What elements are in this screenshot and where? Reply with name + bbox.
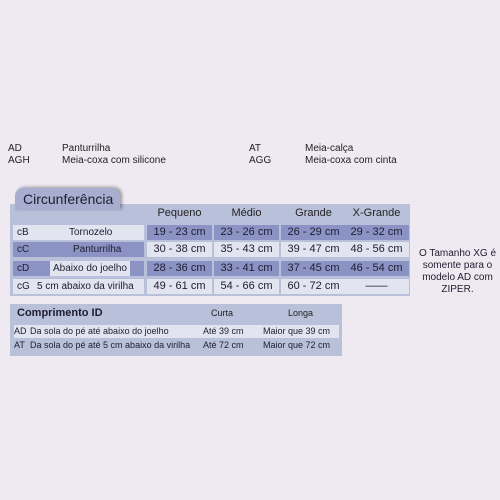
row-label-tornozelo <box>13 225 144 240</box>
length-desc: Da sola do pé até 5 cm abaixo da virilha <box>30 340 191 350</box>
cell-virilha-medio: 54 - 66 cm <box>214 279 279 294</box>
col-head-medio: Médio <box>231 207 262 219</box>
col-head-xgrande: X-Grande <box>352 207 401 219</box>
cell-tornozelo-xgrande: 29 - 32 cm <box>344 225 409 240</box>
length-short: Até 72 cm <box>203 340 244 350</box>
length-code: AT <box>14 340 25 350</box>
length-long: Maior que 72 cm <box>263 340 331 350</box>
cell-joelho-medio: 33 - 41 cm <box>214 261 279 276</box>
row-name: 5 cm abaixo da virilha <box>37 281 134 292</box>
row-name: Tornozelo <box>69 227 113 238</box>
length-long: Maior que 39 cm <box>263 326 331 336</box>
cell-panturrilha-medio: 35 - 43 cm <box>214 242 279 257</box>
cell-virilha-pequeno: 49 - 61 cm <box>147 279 212 294</box>
legend-code-ad: AD <box>8 143 22 154</box>
row-label-panturrilha <box>13 242 144 257</box>
legend-desc-agg: Meia-coxa com cinta <box>305 155 397 166</box>
legend-code-at: AT <box>249 143 262 154</box>
row-code: cG <box>17 281 30 292</box>
col-head-curta: Curta <box>211 308 234 318</box>
legend-code-agg: AGG <box>249 155 272 166</box>
cell-joelho-grande: 37 - 45 cm <box>281 261 346 276</box>
length-code: AD <box>14 326 27 336</box>
legend-desc-ad: Panturrilha <box>62 143 111 154</box>
row-code: cD <box>17 263 30 274</box>
row-code: cC <box>17 244 30 255</box>
cell-joelho-xgrande: 46 - 54 cm <box>344 261 409 276</box>
cell-virilha-xgrande: —— <box>344 279 409 294</box>
length-short: Até 39 cm <box>203 326 244 336</box>
col-head-pequeno: Pequeno <box>157 207 202 219</box>
row-name: Abaixo do joelho <box>50 261 130 276</box>
circumference-title: Circunferência <box>15 188 120 210</box>
cell-tornozelo-medio: 23 - 26 cm <box>214 225 279 240</box>
length-desc: Da sola do pé até abaixo do joelho <box>30 326 169 336</box>
cell-joelho-pequeno: 28 - 36 cm <box>147 261 212 276</box>
cell-tornozelo-pequeno: 19 - 23 cm <box>147 225 212 240</box>
row-name: Panturrilha <box>73 244 122 255</box>
col-head-longa: Longa <box>288 308 314 318</box>
legend-desc-at: Meia-calça <box>305 143 354 154</box>
length-row-ad <box>14 325 339 338</box>
row-label-virilha <box>13 279 144 294</box>
cell-virilha-grande: 60 - 72 cm <box>281 279 346 294</box>
length-title: Comprimento ID <box>17 307 103 319</box>
row-label-abaixo-joelho <box>13 261 144 276</box>
legend-desc-agh: Meia-coxa com silicone <box>62 155 166 166</box>
row-code: cB <box>17 227 29 238</box>
cell-panturrilha-grande: 39 - 47 cm <box>281 242 346 257</box>
xg-note: O Tamanho XG é somente para o modelo AD com ZIPER. <box>418 248 497 295</box>
cell-tornozelo-grande: 26 - 29 cm <box>281 225 346 240</box>
col-head-grande: Grande <box>295 207 332 219</box>
cell-panturrilha-xgrande: 48 - 56 cm <box>344 242 409 257</box>
cell-panturrilha-pequeno: 30 - 38 cm <box>147 242 212 257</box>
legend-code-agh: AGH <box>8 155 30 166</box>
length-row-at <box>14 339 339 352</box>
